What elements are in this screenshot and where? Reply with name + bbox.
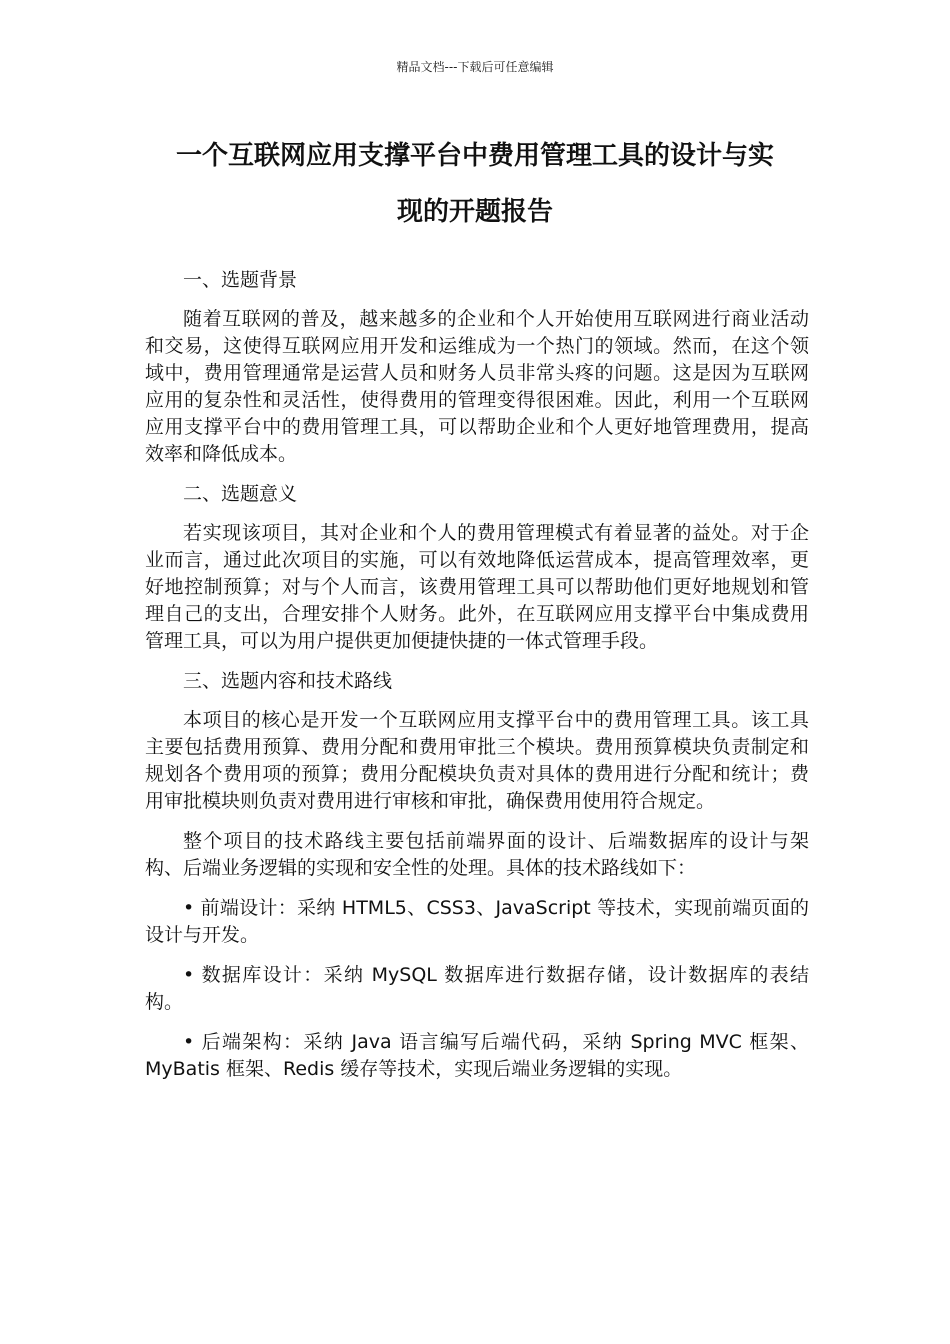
bullet-backend-architecture: • 后端架构：采纳 Java 语言编写后端代码，采纳 Spring MVC 框架、MyBatis 框架、Redis 缓存等技术，实现后端业务逻辑的实现。 bbox=[145, 1031, 809, 1080]
paragraph-tech-route: 整个项目的技术路线主要包括前端界面的设计、后端数据库的设计与架构、后端业务逻辑的实现和安全性的处理。具体的技术路线如下： bbox=[145, 830, 809, 879]
page-header: 精品文档---下载后可任意编辑 bbox=[396, 60, 554, 74]
paragraph-significance: 若实现该项目，其对企业和个人的费用管理模式有着显著的益处。对于企业而言，通过此次项目的实施，可以有效地降低运营成本，提高管理效率，更好地控制预算；对与个人而言，该费用管理工具可以帮助他们更好地规划和管理自己的支出，合理安排个人财务。此外，在互联网应用支撑平台中集成费用管理工具，可以为用户提供更加便捷快捷的一体式管理手段。 bbox=[145, 522, 809, 652]
section-heading-content-route: 三、选题内容和技术路线 bbox=[183, 670, 393, 692]
document-title bbox=[140, 128, 810, 240]
paragraph-core-modules: 本项目的核心是开发一个互联网应用支撑平台中的费用管理工具。该工具主要包括费用预算、费用分配和费用审批三个模块。费用预算模块负责制定和规划各个费用项的预算；费用分配模块负责对具体的费用进行分配和统计；费用审批模块则负责对费用进行审核和审批，确保费用使用符合规定。 bbox=[145, 709, 809, 812]
title-line-2: 现的开题报告 bbox=[396, 197, 553, 227]
bullet-database-design: • 数据库设计：采纳 MySQL 数据库进行数据存储，设计数据库的表结构。 bbox=[145, 964, 809, 1013]
bullet-frontend-design: • 前端设计：采纳 HTML5、CSS3、JavaScript 等技术，实现前端页面的设计与开发。 bbox=[145, 897, 809, 946]
section-heading-significance: 二、选题意义 bbox=[183, 483, 298, 505]
section-heading-background: 一、选题背景 bbox=[183, 269, 298, 291]
paragraph-background: 随着互联网的普及，越来越多的企业和个人开始使用互联网进行商业活动和交易，这使得互联网应用开发和运维成为一个热门的领域。然而，在这个领域中，费用管理通常是运营人员和财务人员非常头疼的问题。这是因为互联网应用的复杂性和灵活性，使得费用的管理变得很困难。因此，利用一个互联网应用支撑平台中的费用管理工具，可以帮助企业和个人更好地管理费用，提高效率和降低成本。 bbox=[145, 308, 809, 465]
title-line-1: 一个互联网应用支撑平台中费用管理工具的设计与实 bbox=[175, 141, 774, 171]
document-body bbox=[145, 267, 809, 1096]
